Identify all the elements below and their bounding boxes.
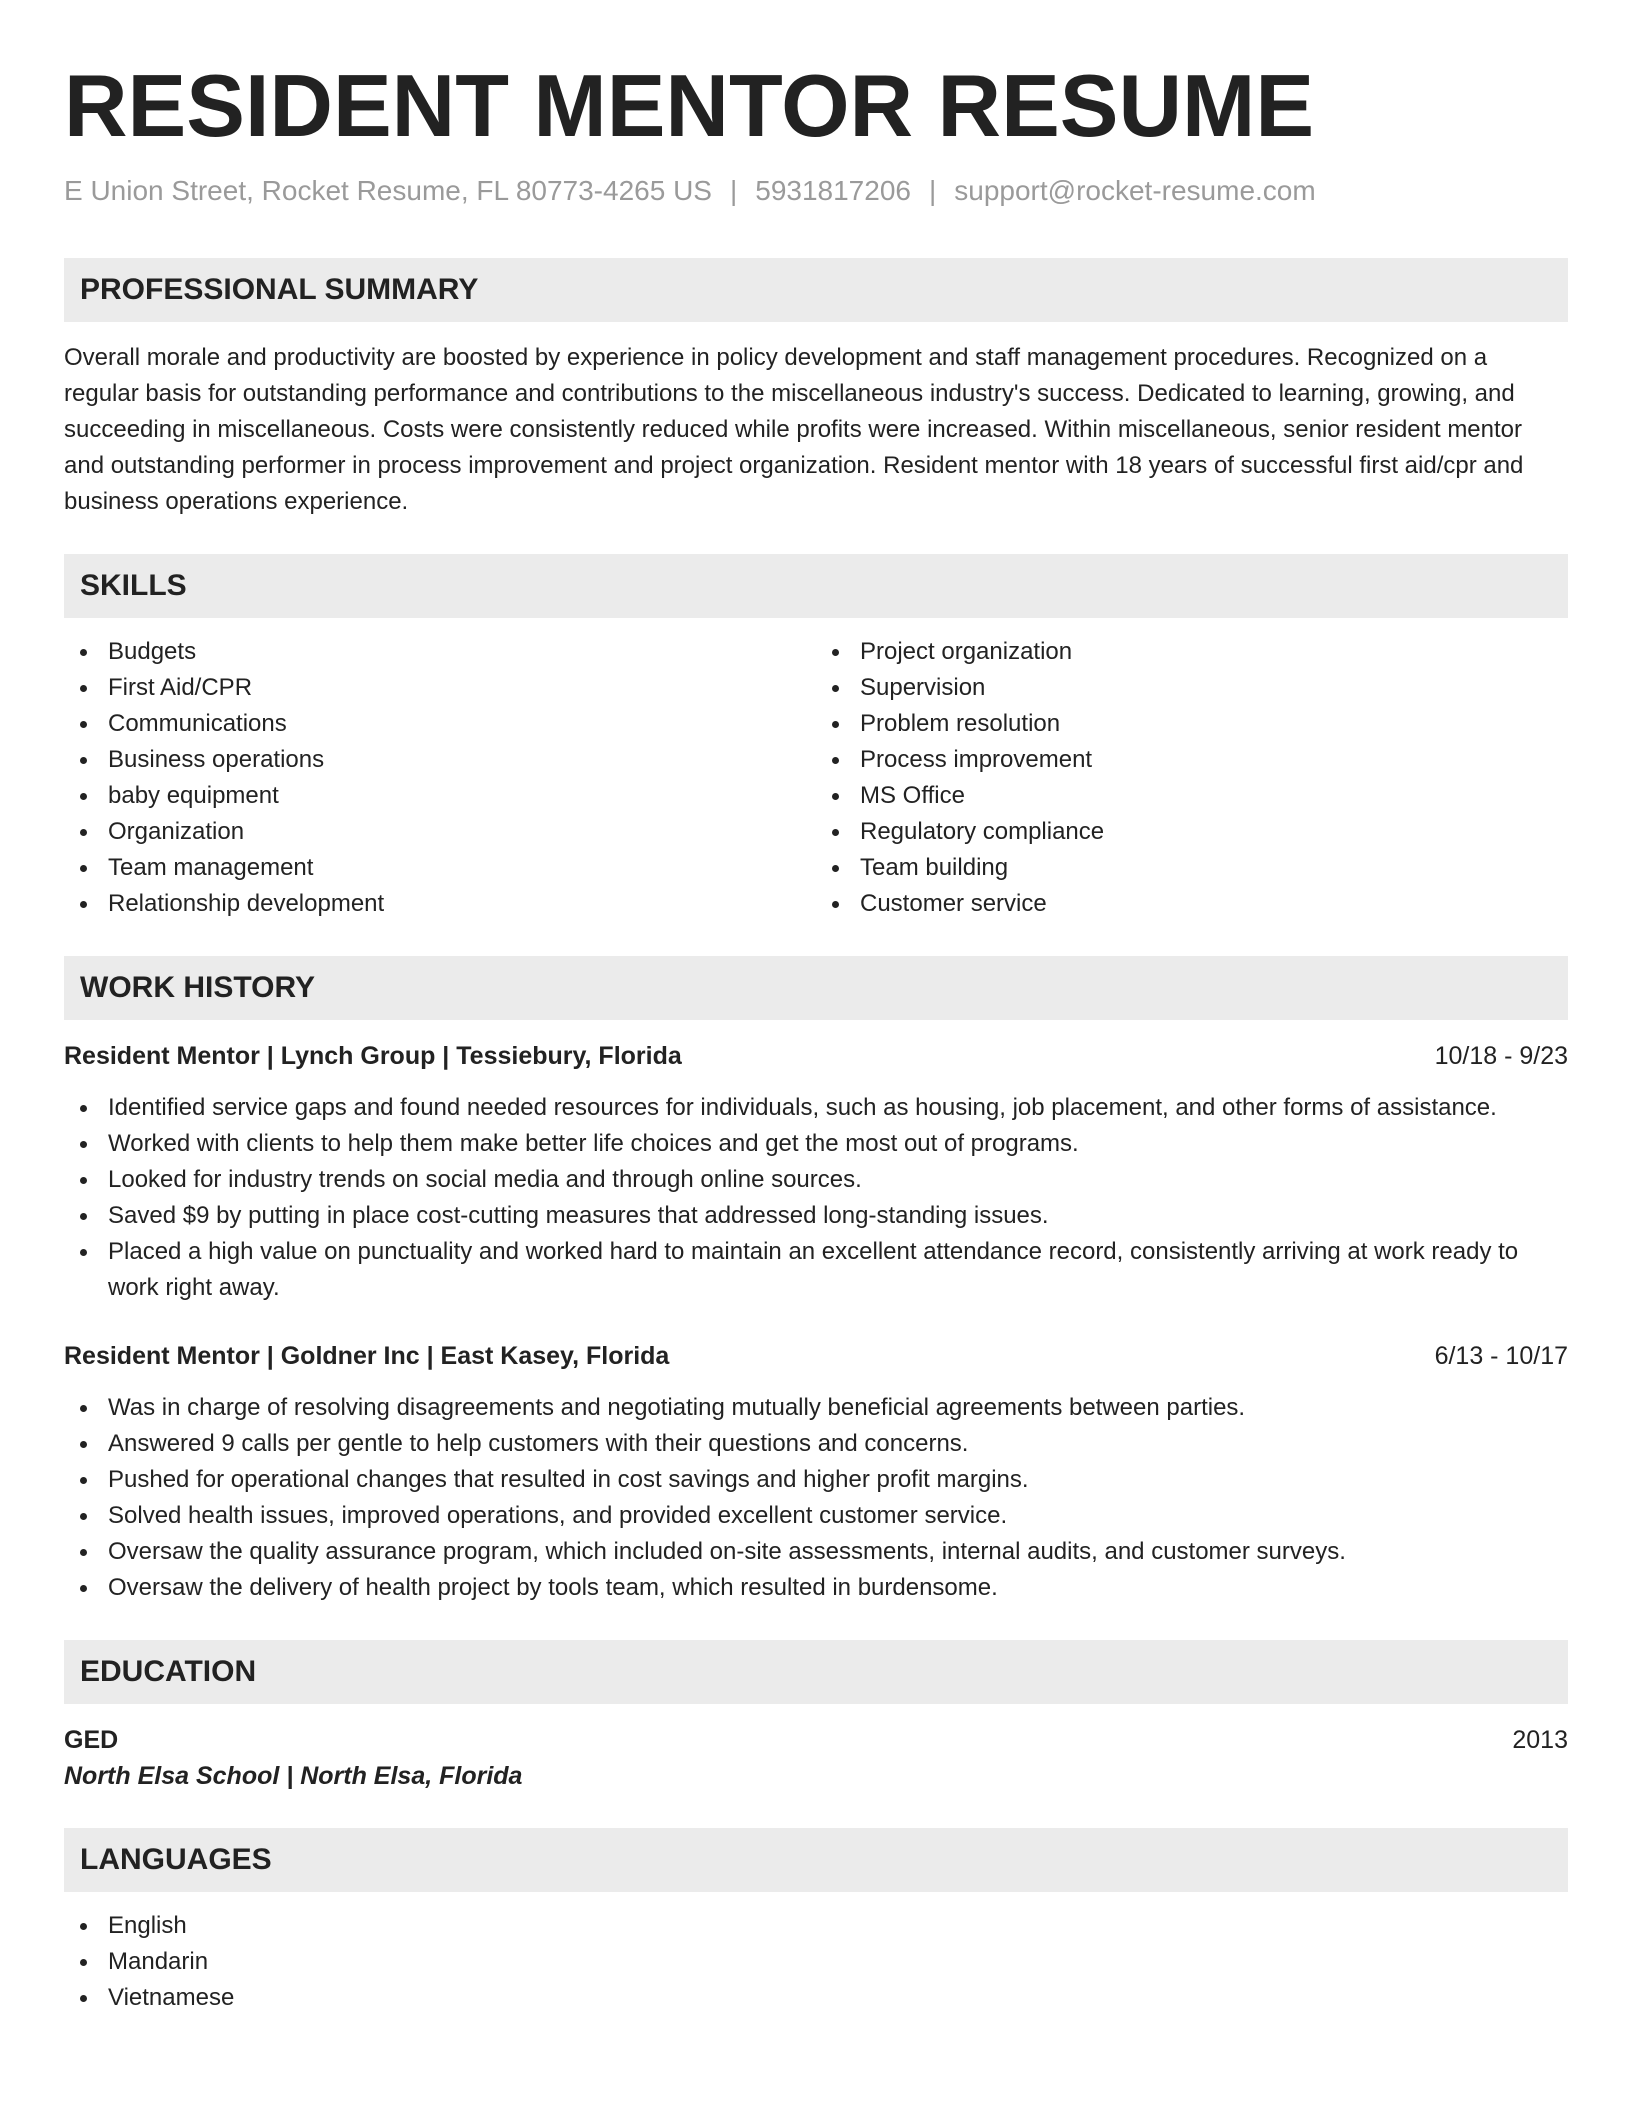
job-bullet: Worked with clients to help them make better life choices and get the most out of programs.	[64, 1126, 1568, 1162]
language-item: English	[64, 1908, 1568, 1944]
job-entry	[64, 1038, 1568, 1306]
section-header-education: EDUCATION	[64, 1640, 1568, 1704]
job-title: Resident Mentor | Lynch Group | Tessiebury, Florida	[64, 1042, 682, 1070]
contact-address: E Union Street, Rocket Resume, FL 80773-4265 US	[64, 175, 712, 206]
contact-email: support@rocket-resume.com	[954, 175, 1316, 206]
job-bullet: Oversaw the quality assurance program, which included on-site assessments, internal audits, and customer surveys.	[64, 1534, 1568, 1570]
job-header	[64, 1338, 1568, 1374]
job-bullet: Saved $9 by putting in place cost-cutting measures that addressed long-standing issues.	[64, 1198, 1568, 1234]
section-header-skills: SKILLS	[64, 554, 1568, 618]
job-bullet: Placed a high value on punctuality and worked hard to maintain an excellent attendance record, consistently arriving at work ready to work right away.	[64, 1234, 1568, 1306]
skill-item: Project organization	[816, 634, 1568, 670]
languages-list	[64, 1908, 1568, 2016]
skill-item: Team management	[64, 850, 816, 886]
education-degree: GED	[64, 1726, 119, 1754]
language-item: Vietnamese	[64, 1980, 1568, 2016]
skill-item: Problem resolution	[816, 706, 1568, 742]
education-header	[64, 1722, 1568, 1758]
contact-line	[64, 174, 1568, 208]
section-header-languages: LANGUAGES	[64, 1828, 1568, 1892]
skills-list-right	[816, 634, 1568, 922]
skill-item: Business operations	[64, 742, 816, 778]
skill-item: Regulatory compliance	[816, 814, 1568, 850]
job-dates: 6/13 - 10/17	[1434, 1342, 1568, 1370]
job-bullet: Solved health issues, improved operations, and provided excellent customer service.	[64, 1498, 1568, 1534]
skill-item: Budgets	[64, 634, 816, 670]
job-bullet: Looked for industry trends on social media and through online sources.	[64, 1162, 1568, 1198]
summary-text: Overall morale and productivity are boosted by experience in policy development and staff management procedures. Recognized on a regular basis for outstanding performance and contributions to the miscellaneous industry's success. Dedicated to learning, growing, and succeeding in miscellaneous. Costs were consistently reduced while profits were increased. Within miscellaneous, senior resident mentor and outstanding performer in process improvement and project organization. Resident mentor with 18 years of successful first aid/cpr and business operations experience.	[64, 344, 1524, 515]
skill-item: Process improvement	[816, 742, 1568, 778]
skill-item: Customer service	[816, 886, 1568, 922]
job-bullet: Answered 9 calls per gentle to help customers with their questions and concerns.	[64, 1426, 1568, 1462]
contact-separator: |	[729, 175, 738, 206]
job-dates: 10/18 - 9/23	[1434, 1042, 1568, 1070]
job-bullets	[64, 1390, 1568, 1606]
job-bullets	[64, 1090, 1568, 1306]
contact-separator: |	[928, 175, 937, 206]
section-header-work-history: WORK HISTORY	[64, 956, 1568, 1020]
language-item: Mandarin	[64, 1944, 1568, 1980]
education-year: 2013	[1512, 1726, 1568, 1754]
skill-item: Communications	[64, 706, 816, 742]
skills-grid	[64, 634, 1568, 922]
education-entry	[64, 1722, 1568, 1794]
skill-item: baby equipment	[64, 778, 816, 814]
job-bullet: Oversaw the delivery of health project by tools team, which resulted in burdensome.	[64, 1570, 1568, 1606]
skill-item: Supervision	[816, 670, 1568, 706]
job-bullet: Was in charge of resolving disagreements and negotiating mutually beneficial agreements between parties.	[64, 1390, 1568, 1426]
job-title: Resident Mentor | Goldner Inc | East Kasey, Florida	[64, 1342, 670, 1370]
skill-item: Organization	[64, 814, 816, 850]
skills-list-left	[64, 634, 816, 922]
job-bullet: Pushed for operational changes that resulted in cost savings and higher profit margins.	[64, 1462, 1568, 1498]
contact-phone: 5931817206	[755, 175, 911, 206]
job-bullet: Identified service gaps and found needed resources for individuals, such as housing, job placement, and other forms of assistance.	[64, 1090, 1568, 1126]
job-entry	[64, 1338, 1568, 1606]
resume-title: RESIDENT MENTOR RESUME	[64, 56, 1315, 155]
section-header-summary: PROFESSIONAL SUMMARY	[64, 258, 1568, 322]
skill-item: First Aid/CPR	[64, 670, 816, 706]
skill-item: Team building	[816, 850, 1568, 886]
skill-item: MS Office	[816, 778, 1568, 814]
education-school: North Elsa School | North Elsa, Florida	[64, 1762, 523, 1790]
skill-item: Relationship development	[64, 886, 816, 922]
job-header	[64, 1038, 1568, 1074]
